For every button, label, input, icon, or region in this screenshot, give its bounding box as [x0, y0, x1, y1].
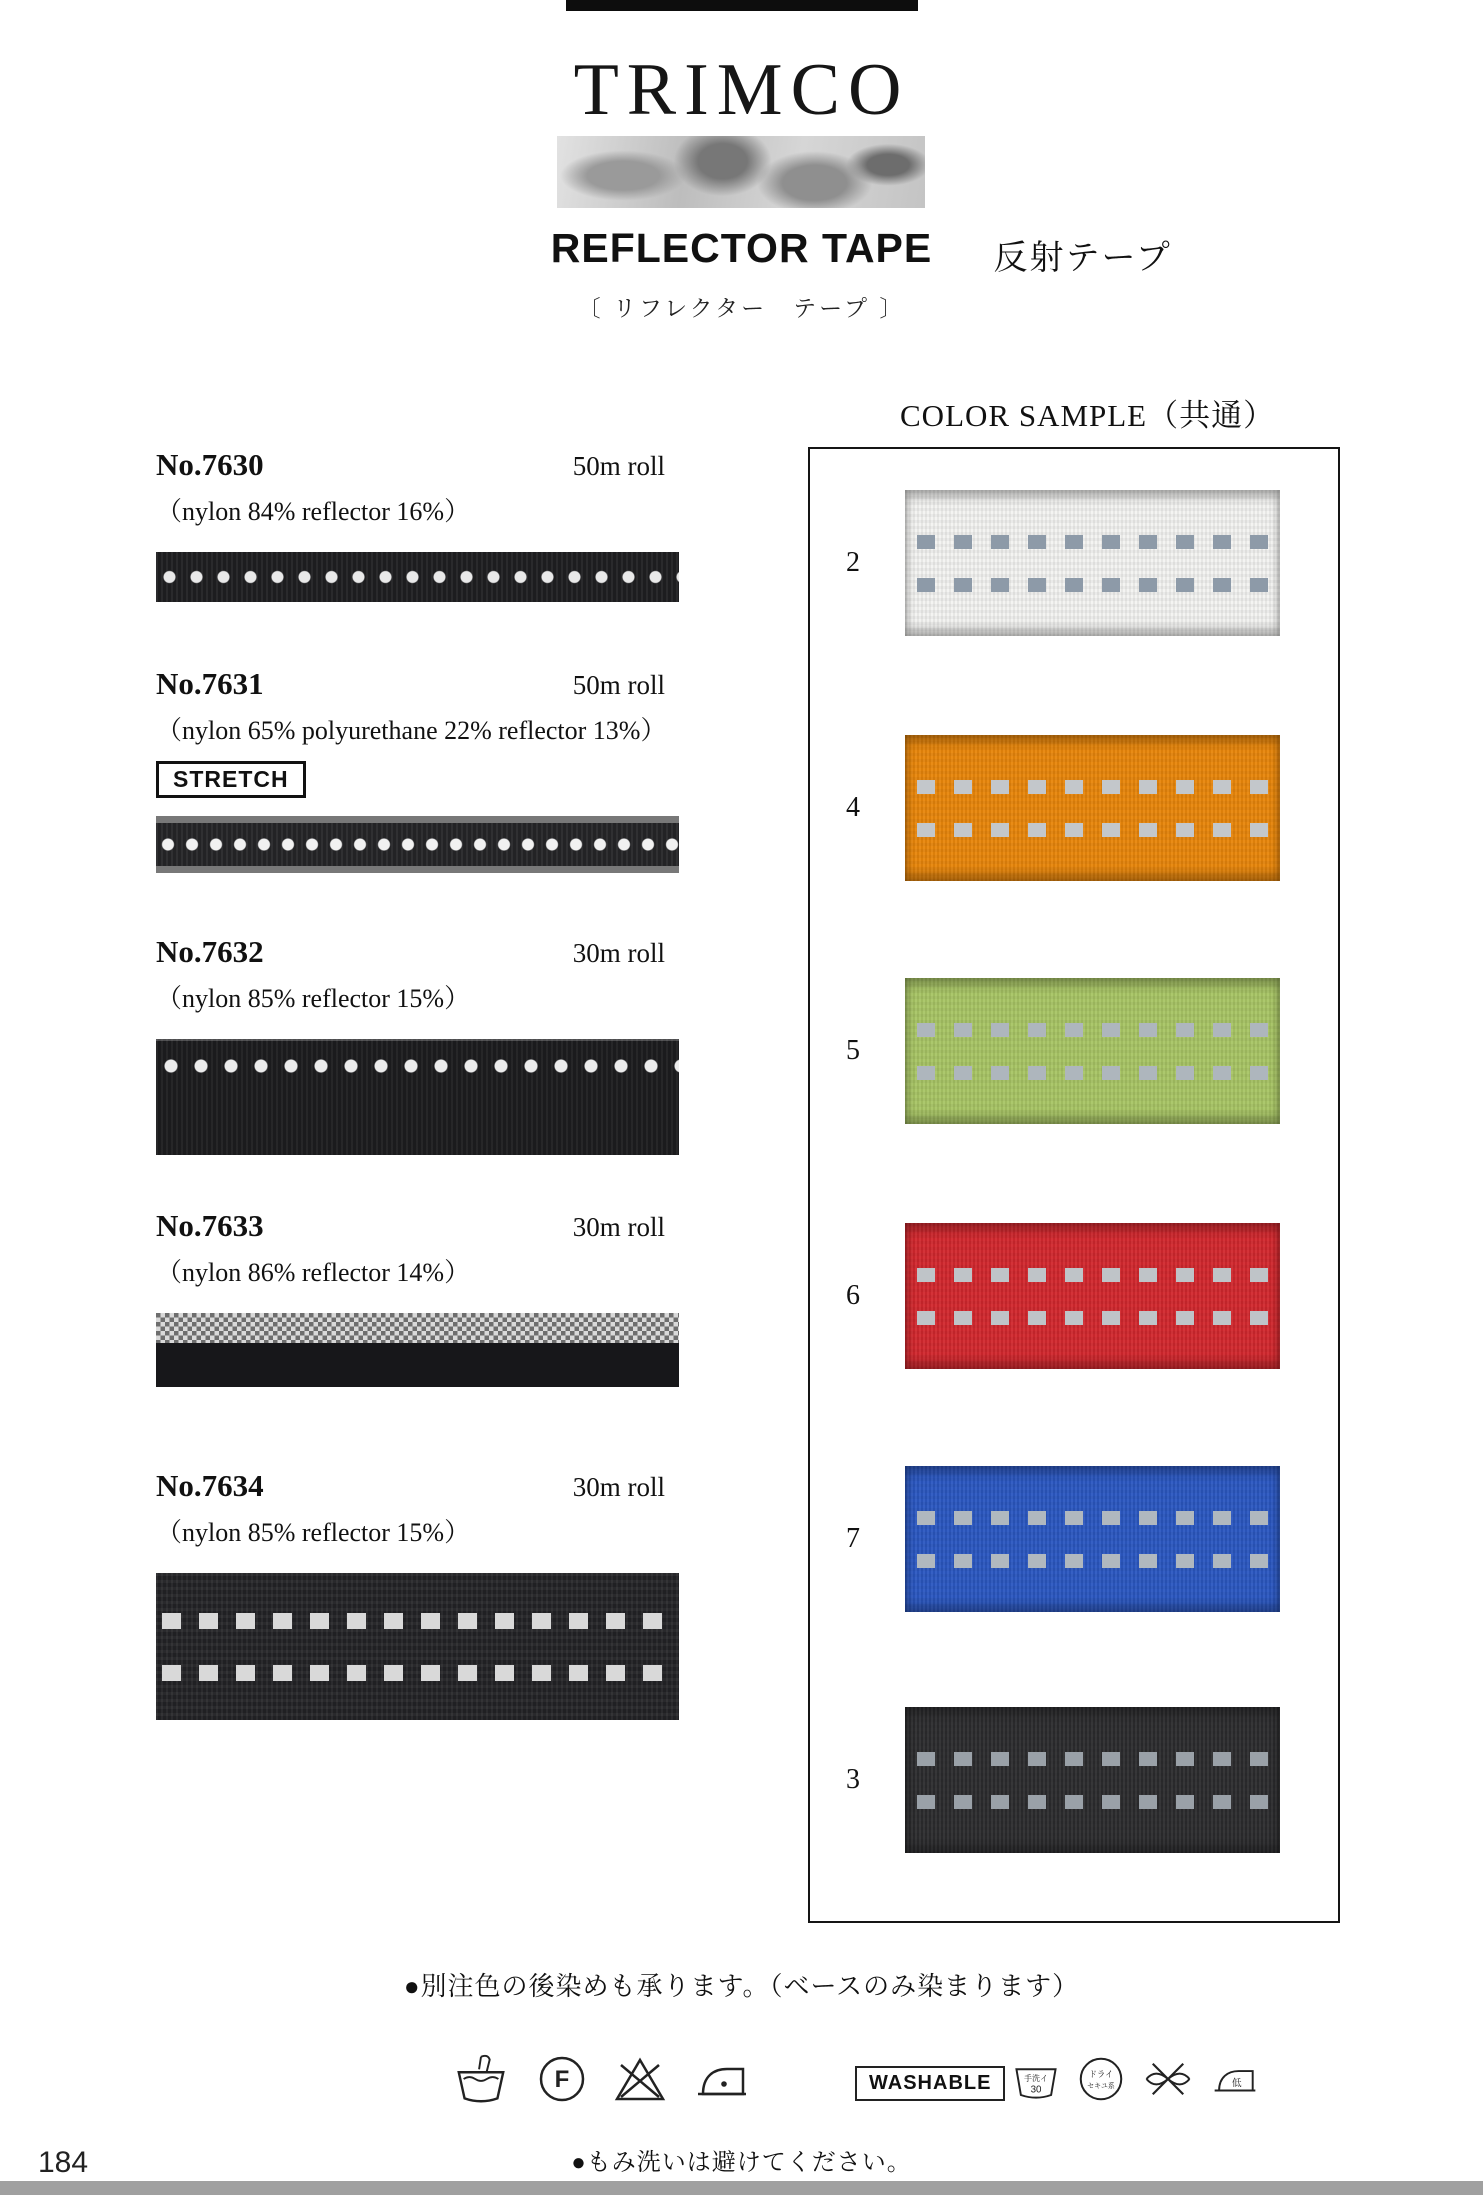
product-composition: （nylon 65% polyurethane 22% reflector 13%） [156, 716, 667, 745]
color-sample-title: COLOR SAMPLE（共通） [900, 398, 1276, 433]
swatch-number: 5 [846, 1035, 860, 1066]
color-swatch-orange [810, 735, 1338, 881]
stitch-row [917, 1511, 1268, 1525]
roll-length: 30m roll [572, 938, 665, 968]
product-head [156, 666, 679, 702]
dye-note: ●別注色の後染めも承ります。（ベースのみ染まります） [403, 1971, 1080, 2001]
stitch-row [162, 1665, 673, 1681]
swatch-tape [905, 735, 1280, 881]
page-title-en: REFLECTOR TAPE [550, 225, 933, 271]
stitch-row [917, 578, 1268, 592]
product-7634 [156, 1468, 679, 1720]
roll-length: 50m roll [572, 451, 665, 481]
stitch-row [917, 1268, 1268, 1282]
product-number: No.7634 [156, 1468, 264, 1503]
dryclean-f-icon [538, 2055, 586, 2103]
roll-length: 30m roll [572, 1212, 665, 1242]
handwash-tub-icon [452, 2052, 510, 2106]
color-swatch-blue [810, 1466, 1338, 1612]
page-subtitle: 〔 リフレクター テープ 〕 [577, 295, 906, 321]
color-swatch-white [810, 490, 1338, 636]
product-head [156, 1208, 679, 1244]
page-title-ja: 反射テープ [993, 239, 1172, 277]
icon-label: F [554, 2066, 570, 2093]
product-head [156, 934, 679, 970]
stitch-row [917, 1795, 1268, 1809]
icon-label: 30 [1030, 2084, 1042, 2096]
swatch-number: 3 [846, 1764, 860, 1795]
tape-sample-7634 [156, 1573, 679, 1720]
stitch-row [917, 1311, 1268, 1325]
product-7631 [156, 666, 679, 873]
tape-sample-7631 [156, 816, 679, 873]
icon-label: セキユ系 [1087, 2083, 1115, 2091]
tape-sample-7630 [156, 552, 679, 602]
stitch-row [917, 1066, 1268, 1080]
color-sample-box [808, 447, 1340, 1923]
product-composition: （nylon 85% reflector 15%） [156, 1518, 471, 1547]
product-composition: （nylon 86% reflector 14%） [156, 1258, 471, 1287]
no-bleach-icon [614, 2055, 666, 2103]
stitch-row [917, 1023, 1268, 1037]
stretch-badge: STRETCH [156, 761, 306, 798]
color-swatch-red [810, 1223, 1338, 1369]
no-wring-icon [1142, 2058, 1194, 2100]
color-swatch-black [810, 1707, 1338, 1853]
care-icons-left [452, 2052, 750, 2106]
swatch-number: 4 [846, 792, 860, 823]
roll-length: 30m roll [572, 1472, 665, 1502]
stitch-row [917, 823, 1268, 837]
swatch-tape [905, 490, 1280, 636]
iron-low-icon [1212, 2060, 1258, 2098]
swatch-number: 2 [846, 547, 860, 578]
product-head [156, 447, 679, 483]
color-swatch-green [810, 978, 1338, 1124]
product-7630 [156, 447, 679, 602]
product-7632 [156, 934, 679, 1155]
stitch-row [917, 1752, 1268, 1766]
brand-logo: TRIMCO [573, 49, 910, 131]
stitch-row [917, 535, 1268, 549]
stitch-row [917, 1554, 1268, 1568]
icon-label: 手洗イ [1024, 2073, 1048, 2083]
top-crop-bar [566, 0, 918, 11]
iron-icon [694, 2056, 750, 2102]
dryclean-petroleum-icon [1078, 2056, 1124, 2102]
washable-badge: WASHABLE [855, 2066, 1005, 2101]
stitch-row [917, 780, 1268, 794]
swatch-tape [905, 1707, 1280, 1853]
wash-note: ●もみ洗いは避けてください。 [571, 2149, 912, 2176]
page-title-row [0, 224, 1483, 280]
product-number: No.7633 [156, 1208, 264, 1243]
product-number: No.7630 [156, 447, 264, 482]
swatch-tape [905, 1466, 1280, 1612]
icon-label: ドライ [1088, 2070, 1114, 2080]
brand-photo-strip [557, 136, 925, 208]
product-number: No.7632 [156, 934, 264, 969]
icon-label: 低 [1231, 2078, 1242, 2090]
swatch-number: 6 [846, 1280, 860, 1311]
stitch-row [162, 1613, 673, 1629]
bottom-page-bar [0, 2181, 1483, 2195]
tape-sample-7632 [156, 1039, 679, 1155]
handwash-30-icon [1012, 2056, 1060, 2102]
product-number: No.7631 [156, 666, 264, 701]
swatch-tape [905, 978, 1280, 1124]
product-composition: （nylon 85% reflector 15%） [156, 984, 471, 1013]
tape-sample-7633 [156, 1313, 679, 1387]
product-7633 [156, 1208, 679, 1387]
roll-length: 50m roll [572, 670, 665, 700]
swatch-number: 7 [846, 1523, 860, 1554]
product-composition: （nylon 84% reflector 16%） [156, 497, 471, 526]
care-icons-right [1012, 2056, 1258, 2102]
page-number: 184 [38, 2146, 89, 2179]
swatch-tape [905, 1223, 1280, 1369]
product-head [156, 1468, 679, 1504]
